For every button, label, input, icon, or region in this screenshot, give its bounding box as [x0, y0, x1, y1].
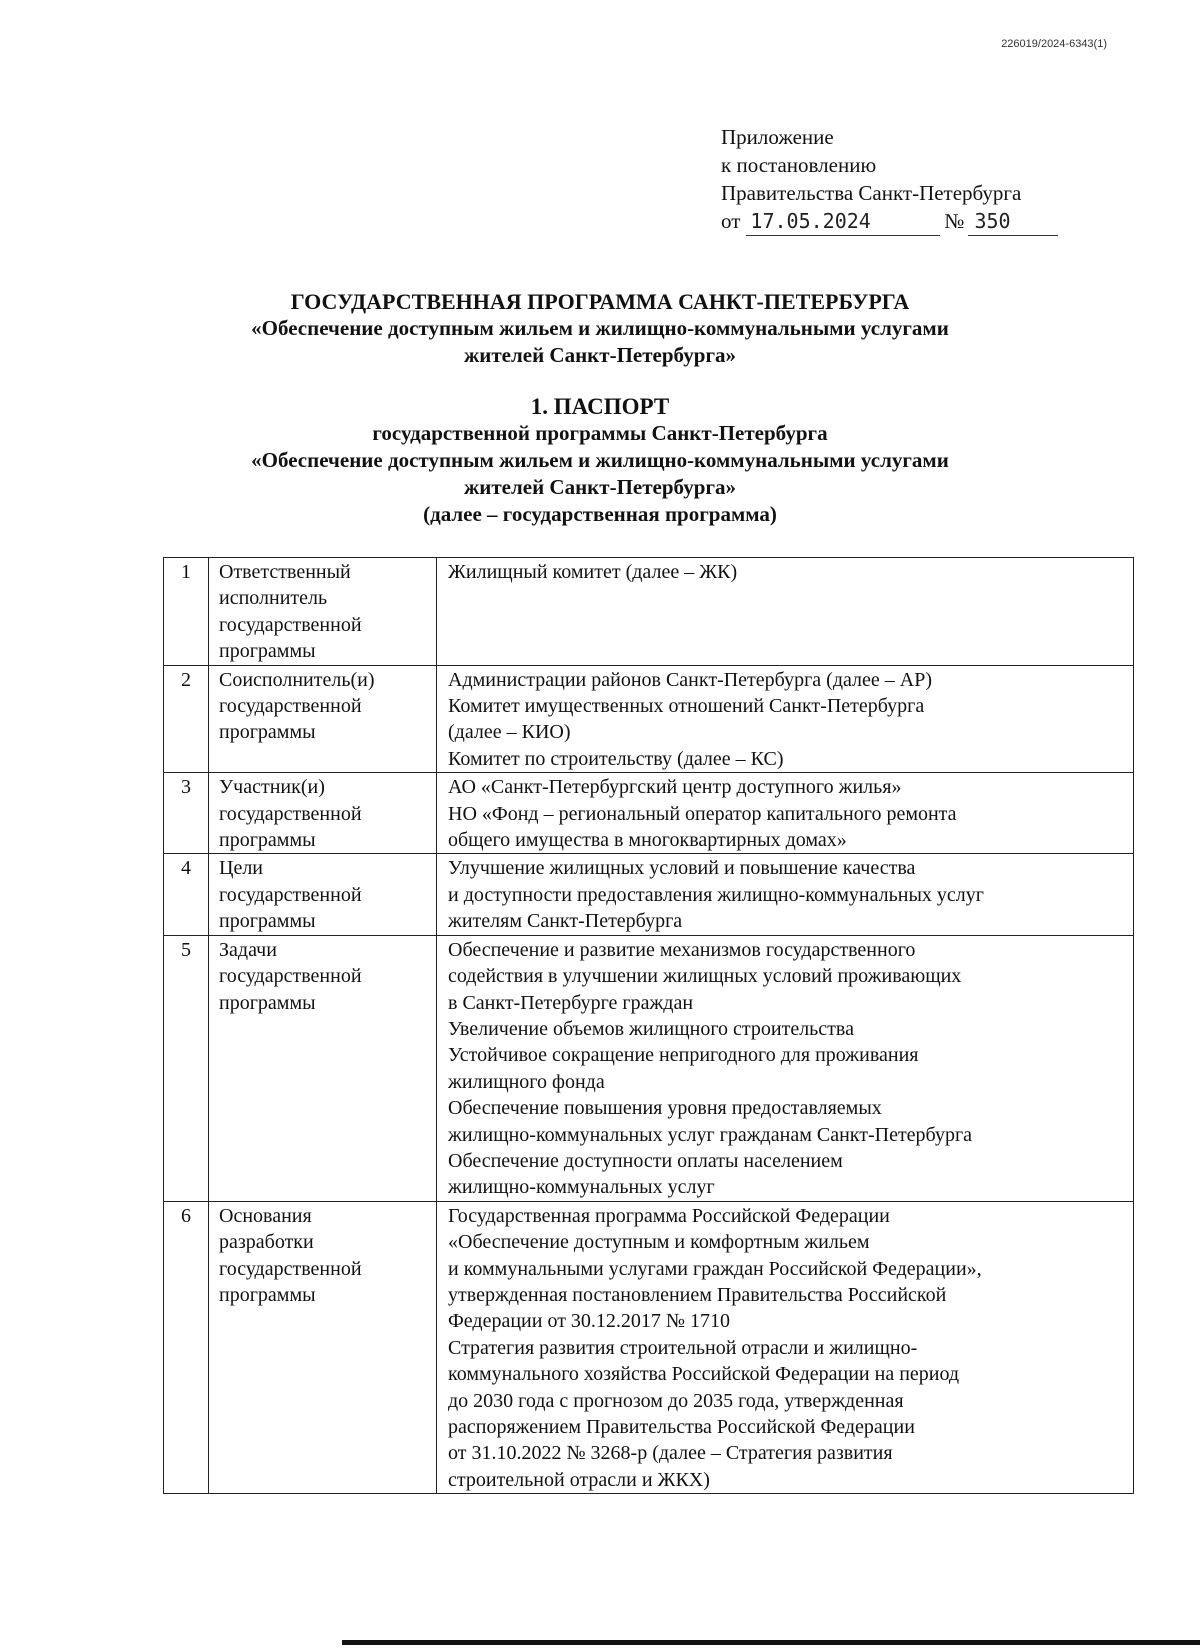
- row-value-line: от 31.10.2022 № 3268-р (далее – Стратегия развития: [448, 1442, 893, 1465]
- row-value-line: (далее – КИО): [448, 721, 571, 744]
- table-row: [164, 558, 1134, 666]
- row-label-line: программы: [219, 640, 316, 663]
- row-value: [437, 1201, 1134, 1493]
- resolution-date: 17.05.2024: [746, 207, 940, 236]
- row-value-line: жилищно-коммунальных услуг гражданам Санкт-Петербурга: [448, 1123, 973, 1146]
- bottom-scan-line: [342, 1640, 1200, 1645]
- row-label: [209, 1201, 437, 1493]
- from-label: от: [721, 209, 741, 233]
- row-label-line: государственной: [219, 613, 362, 636]
- row-label-line: государственной: [219, 1257, 362, 1280]
- appendix-line: Приложение: [721, 125, 834, 149]
- row-label-line: Ответственный: [219, 561, 351, 583]
- row-value-line: Обеспечение и развитие механизмов государственного: [448, 938, 916, 961]
- row-value-line: и коммунальными услугами граждан Российской Федерации»,: [448, 1257, 982, 1280]
- row-value-line: и доступности предоставления жилищно-коммунальных услуг: [448, 883, 984, 906]
- row-value-line: утвержденная постановлением Правительства Российской: [448, 1283, 947, 1306]
- row-number: 6: [164, 1201, 209, 1493]
- table-row: [164, 1201, 1134, 1493]
- passport-table: [163, 557, 1134, 1494]
- table-row: [164, 935, 1134, 1201]
- row-value-line: АО «Санкт-Петербургский центр доступного жилья»: [448, 776, 902, 799]
- row-label-line: Участник(и): [219, 776, 325, 799]
- row-label: [209, 935, 437, 1201]
- row-label-line: программы: [219, 1283, 316, 1306]
- row-number: 2: [164, 665, 209, 773]
- row-label-line: государственной: [219, 883, 362, 906]
- section-heading: [0, 393, 1200, 528]
- row-value-line: Улучшение жилищных условий и повышение качества: [448, 857, 916, 880]
- program-title-line: ГОСУДАРСТВЕННАЯ ПРОГРАММА САНКТ-ПЕТЕРБУРГА: [290, 289, 910, 314]
- row-value: [437, 935, 1134, 1201]
- row-label-line: Цели: [219, 857, 264, 880]
- section-heading-line: (далее – государственная программа): [423, 502, 777, 526]
- program-title-line: жителей Санкт-Петербурга»: [464, 343, 736, 367]
- row-value-line: НО «Фонд – региональный оператор капитального ремонта: [448, 802, 957, 825]
- row-value-line: Комитет имущественных отношений Санкт-Петербурга: [448, 695, 925, 718]
- row-number: 4: [164, 854, 209, 935]
- row-number: 1: [164, 558, 209, 666]
- row-label-line: Основания: [219, 1204, 312, 1227]
- row-label-line: программы: [219, 721, 316, 744]
- row-value-line: жилищно-коммунальных услуг: [448, 1176, 715, 1199]
- resolution-number: 350: [968, 207, 1058, 236]
- row-value-line: распоряжением Правительства Российской Федерации: [448, 1416, 915, 1438]
- row-label-line: Соисполнитель(и): [219, 668, 375, 691]
- program-title: [0, 288, 1200, 369]
- row-value-line: Увеличение объемов жилищного строительства: [448, 1017, 854, 1040]
- appendix-block: [721, 123, 1058, 236]
- row-label-line: программы: [219, 910, 316, 933]
- row-value-line: Обеспечение повышения уровня предоставляемых: [448, 1097, 882, 1120]
- section-heading-line: государственной программы Санкт-Петербурга: [372, 421, 828, 445]
- row-value-line: содействия в улучшении жилищных условий проживающих: [448, 965, 962, 988]
- section-heading-line: «Обеспечение доступным жильем и жилищно-коммунальными услугами: [251, 448, 949, 472]
- row-value: [437, 558, 1134, 666]
- section-heading-line: жителей Санкт-Петербурга»: [464, 475, 736, 499]
- row-value: [437, 854, 1134, 935]
- row-value-line: Государственная программа Российской Федерации: [448, 1204, 890, 1227]
- row-value-line: жителям Санкт-Петербурга: [448, 910, 683, 933]
- row-value-line: Обеспечение доступности оплаты населением: [448, 1149, 843, 1172]
- appendix-date-line: [721, 207, 1058, 236]
- table-row: [164, 665, 1134, 773]
- row-value-line: Федерации от 30.12.2017 № 1710: [448, 1310, 731, 1333]
- row-label-line: исполнитель: [219, 587, 328, 610]
- section-heading-line: 1. ПАСПОРТ: [530, 394, 670, 419]
- document-id: 226019/2024-6343(1): [1001, 38, 1107, 50]
- row-label: [209, 665, 437, 773]
- row-value-line: строительной отрасли и ЖКХ): [448, 1468, 710, 1491]
- table-row: [164, 854, 1134, 935]
- appendix-line: Правительства Санкт-Петербурга: [721, 181, 1022, 205]
- row-number: 5: [164, 935, 209, 1201]
- row-value-line: Жилищный комитет (далее – ЖК): [448, 561, 738, 583]
- row-label-line: государственной: [219, 802, 362, 825]
- row-value-line: до 2030 года с прогнозом до 2035 года, утвержденная: [448, 1389, 904, 1412]
- row-value-line: общего имущества в многоквартирных домах»: [448, 829, 847, 852]
- row-label-line: государственной: [219, 965, 362, 988]
- row-value-line: в Санкт-Петербурге граждан: [448, 991, 694, 1014]
- program-title-line: «Обеспечение доступным жильем и жилищно-коммунальными услугами: [251, 316, 949, 340]
- number-sign: №: [944, 209, 965, 233]
- row-label-line: разработки: [219, 1231, 314, 1254]
- row-label-line: программы: [219, 829, 316, 852]
- row-label: [209, 854, 437, 935]
- row-value-line: жилищного фонда: [448, 1070, 605, 1093]
- row-number: 3: [164, 773, 209, 854]
- row-value-line: коммунального хозяйства Российской Федерации на период: [448, 1363, 960, 1386]
- row-value-line: «Обеспечение доступным и комфортным жильем: [448, 1231, 870, 1254]
- row-value: [437, 773, 1134, 854]
- row-label: [209, 773, 437, 854]
- row-value-line: Устойчивое сокращение непригодного для проживания: [448, 1044, 919, 1067]
- appendix-line: к постановлению: [721, 153, 877, 177]
- table-row: [164, 773, 1134, 854]
- row-value-line: Комитет по строительству (далее – КС): [448, 747, 784, 770]
- row-value-line: Стратегия развития строительной отрасли и жилищно-: [448, 1336, 918, 1359]
- row-label-line: программы: [219, 991, 316, 1014]
- row-label: [209, 558, 437, 666]
- row-value-line: Администрации районов Санкт-Петербурга (далее – АР): [448, 668, 933, 691]
- row-label-line: Задачи: [219, 938, 277, 961]
- row-label-line: государственной: [219, 695, 362, 718]
- row-value: [437, 665, 1134, 773]
